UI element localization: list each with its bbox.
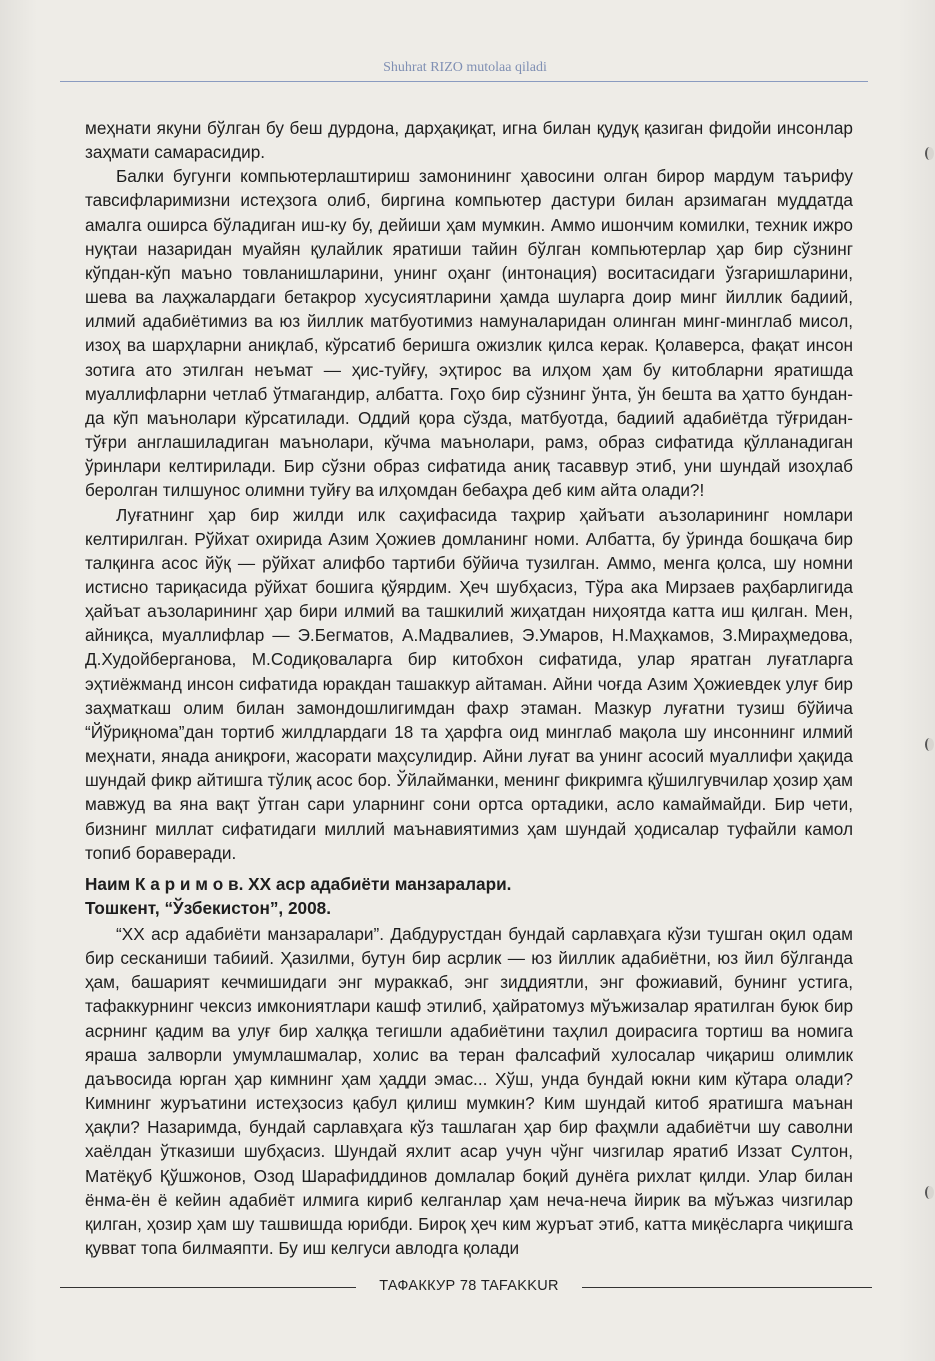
paragraph-2: Балки бугунги компьютерлаштириш замонининг ҳавосини олган бирор мардум таърифу тавсифларимизни истеҳзога олиб, биргина компьютер дастури билан арзимаган муддатда амалга оширса бўладиган иш-ку бу, дейиши ҳам мумкин. Аммо ишончим комилки, техник ижро нуқтаи назаридан муайян қулайлик яратиши тайин бўлган компьютерлар ҳар бир сўзнинг кўпдан-кўп маъно товланишларини, унинг оҳанг (интонация) воситасидаги ўзгаришларини, шева ва лаҳжалардаги бетакрор хусусиятларини ҳамда шуларга доир минг йиллик бадиий, илмий адабиётимиз ва юз йиллик матбуотимиз намуналаридан олинган минг-минглаб мисол, изоҳ ва шарҳларни аниқлаб, кўрсатиб беришга ожизлик қилса керак. Қолаверса, фақат инсон зотига ато этилган неъмат — ҳис-туйғу, эҳтирос ва илҳом ҳам бу китобларни яратишда муаллифларни четлаб ўтмагандир, албатта. Гоҳо бир сўзнинг ўнта, ўн бешта ва ҳатто бундан-да кўп маънолари кўрсатилади. Оддий қора сўзда, матбуотда, бадиий адабиётда тўғридан-тўғри англашиладиган маънолари, кўчма маънолари, рамз, образ сифатида қўлланадиган ўринлари келтирилади. Бир сўзни образ сифатида аниқ тасаввур этиб, уни шундай изоҳлаб беролган тилшунос олимни туйғу ва илҳомдан бебаҳра деб ким айта олади?!	[85, 166, 853, 501]
footer-rule-right	[582, 1287, 872, 1288]
article-body-top	[85, 116, 853, 865]
footer-rule-left	[60, 1287, 356, 1288]
paragraph-1: меҳнати якуни бўлган бу беш дурдона, дарҳақиқат, игна билан қудуқ қазиган фидойи инсонлар заҳмати самарасидир.	[85, 118, 853, 163]
page-footer	[0, 1278, 935, 1298]
article-body-bottom	[85, 922, 853, 1260]
running-head: Shuhrat RIZO mutolaa qiladi	[383, 60, 547, 75]
paragraph-4: “XX аср адабиёти манзаралари”. Дабдурустдан бундай сарлавҳага кўзи тушган оқил одам бир сесканиши табиий. Ҳазилми, бутун бир асрлик — юз йиллик адабиётни, юз йил бўлганда ҳам, башарият кечмишидаги энг мураккаб, энг зиддиятли, энг фожиавий, бунинг устига, тафаккурнинг чексиз имкониятлари кашф этилиб, ҳайратомуз мўъжизалар яратилган буюк бир асрнинг қадим ва улуғ бир халққа тегишли адабиётини таҳлил доирасига тортиш ва номига яраша залворли умумлашмалар, холис ва теран фалсафий хулосалар чиқариш олимлик даъвосида юрган ҳар кимнинг ҳам ҳадди эмас... Хўш, унда бундай юкни ким кўтара олади? Кимнинг журъатини истеҳзосиз қабул қилиш мумкин? Ким шундай китоб яратишга маънан ҳақли? Назаримда, бундай сарлавҳага кўз ташлаган ҳар бир фаҳмли адабиётчи шу саволни хаёлдан ўтказиши шубҳасиз. Шундай яхлит асар учун чўнг чизгилар яратиб Иззат Султон, Матёқуб Қўшжонов, Озод Шарафиддинов домлалар боқий дунёга рихлат қилди. Улар билан ёнма-ён ё кейин адабиёт илмига кириб келганлар ҳам неча-неча йирик ва мўъжаз чизгилар қилган, ҳозир ҳам шу ташвишда юрибди. Бироқ ҳеч ким журъат этиб, катта миқёсларга чиқишга қувват топа билмаяпти. Бу иш келгуси авлодга қолади	[85, 924, 853, 1259]
punch-hole-icon	[925, 147, 934, 160]
paragraph-3: Луғатнинг ҳар бир жилди илк саҳифасида таҳрир ҳайъати аъзоларининг номлари келтирилган. Рўйхат охирида Азим Ҳожиев домланинг номи. Албатта, бу ўринда бошқача бир талқинга асос йўқ — рўйхат алифбо тартиби бўйича тузилган. Аммо, менга қолса, шу номни истисно тариқасида рўйхат бошига қўярдим. Ҳеч шубҳасиз, Тўра ака Мирзаев раҳбарлигида ҳайъат аъзоларининг ҳар бири илмий ва ташкилий жиҳатдан ниҳоятда катта иш қилган. Мен, айниқса, муаллифлар — Э.Бегматов, А.Мадвалиев, Э.Умаров, Н.Маҳкамов, З.Мираҳмедова, Д.Худойберганова, М.Содиқоваларга бир китобхон сифатида, улар яратган луғатларга эҳтиёжманд инсон сифатида юракдан ташаккур айтаман. Айни чоғда Азим Ҳожиевдек улуғ бир заҳматкаш олим билан замондошлигимдан фахр этаман. Мазкур луғатни тузиш бўйича “Йўриқнома”дан тортиб жилдлардаги 18 та ҳарфга оид минглаб мақола шу инсоннинг илмий меҳнати, янада аниқроғи, жасорати маҳсулидир. Айни луғат ва унинг асосий муаллифи ҳақида шундай фикр айтишга тўлиқ асос бор. Ўйлайманки, менинг фикримга қўшилгувчилар ҳозир ҳам мавжуд ва яна вақт ўтган сари уларнинг сони ортса ортадики, асло камаймайди. Бир чети, бизнинг миллат сифатидаги миллий маънавиятимиз ҳам шундай ҳодисалар туфайли камол топиб бораверади.	[85, 504, 853, 863]
punch-hole-icon	[925, 738, 934, 751]
punch-hole-icon	[925, 1186, 934, 1199]
book-review-heading	[85, 872, 853, 920]
running-head-rule	[60, 81, 868, 82]
footer-page-number: ТАФАККУР 78 TAFAKKUR	[379, 1278, 559, 1294]
heading-line-author-title: Наим К а р и м о в. XX аср адабиёти манзаралари.	[85, 874, 512, 894]
heading-line-publisher: Тошкент, “Ўзбекистон”, 2008.	[85, 898, 331, 918]
